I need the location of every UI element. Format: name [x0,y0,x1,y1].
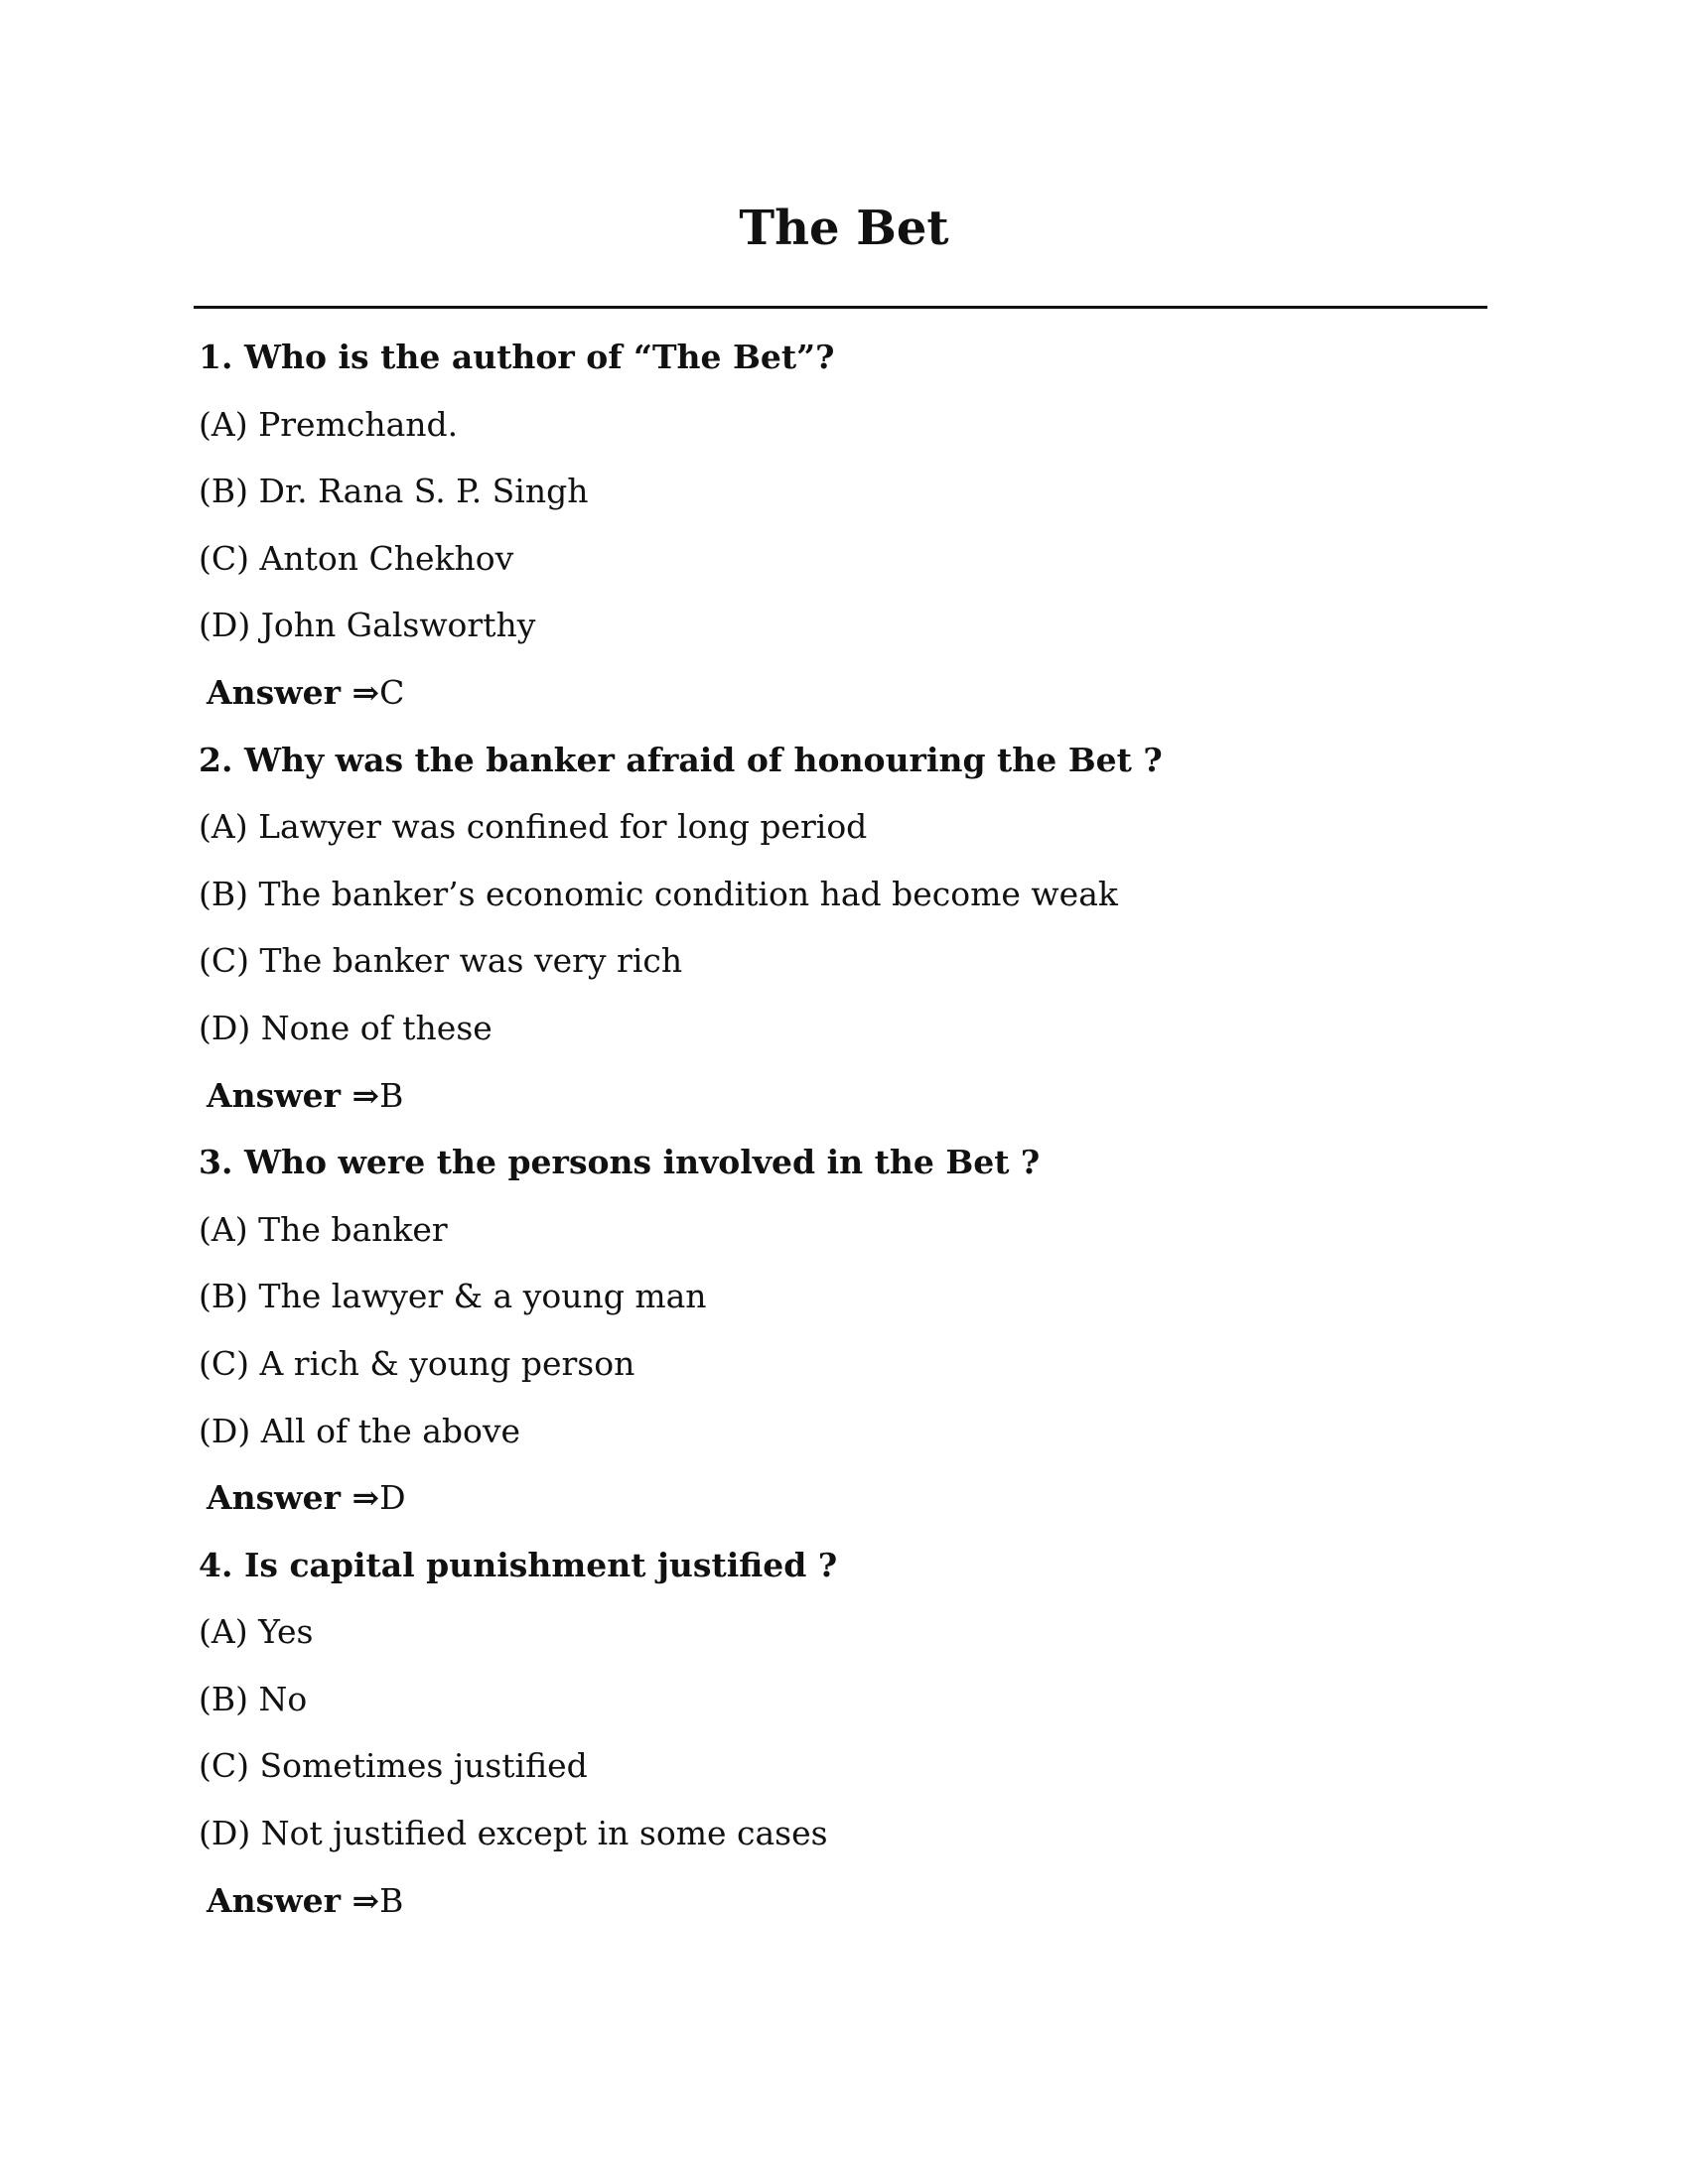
option-d: (D) None of these [199,1008,492,1047]
question-block-2 [199,727,1479,1130]
option-d: (D) John Galsworthy [199,606,536,645]
option-b: (B) The banker’s economic condition had become weak [199,874,1118,913]
option-a: (A) Premchand. [199,404,459,444]
option-a: (A) The banker [199,1209,448,1249]
question-block-1 [199,324,1479,727]
question-list [199,324,1479,1934]
answer-value: B [379,1075,404,1115]
option-c: (C) A rich & young person [199,1343,635,1383]
option-b: (B) Dr. Rana S. P. Singh [199,472,589,511]
option-c: (C) Anton Chekhov [199,538,514,578]
answer-line [199,1867,1479,1935]
answer-label: Answer ⇒ [207,672,380,712]
question-block-3 [199,1129,1479,1532]
option-a: (A) Yes [199,1612,314,1652]
option-d: (D) Not justified except in some cases [199,1814,828,1853]
title-divider [194,306,1487,309]
answer-value: D [379,1478,406,1518]
answer-label: Answer ⇒ [207,1478,380,1518]
option-c: (C) The banker was very rich [199,941,683,981]
page-title: The Bet [739,201,949,256]
option-b: (B) No [199,1679,308,1718]
answer-value: C [379,672,405,712]
answer-value: B [379,1880,404,1920]
question-text: 1. Who is the author of “The Bet”? [199,338,835,376]
answer-line [199,1062,1479,1130]
option-b: (B) The lawyer & a young man [199,1277,707,1316]
answer-line [199,659,1479,727]
question-text: 3. Who were the persons involved in the Bet ? [199,1143,1041,1182]
option-a: (A) Lawyer was confined for long period [199,807,868,847]
question-text: 2. Why was the banker afraid of honouring the Bet ? [199,740,1163,779]
answer-line [199,1464,1479,1532]
option-d: (D) All of the above [199,1411,521,1450]
question-block-4 [199,1532,1479,1935]
answer-label: Answer ⇒ [207,1880,380,1920]
answer-label: Answer ⇒ [207,1075,380,1115]
option-c: (C) Sometimes justified [199,1746,588,1786]
question-text: 4. Is capital punishment justified ? [199,1545,838,1584]
